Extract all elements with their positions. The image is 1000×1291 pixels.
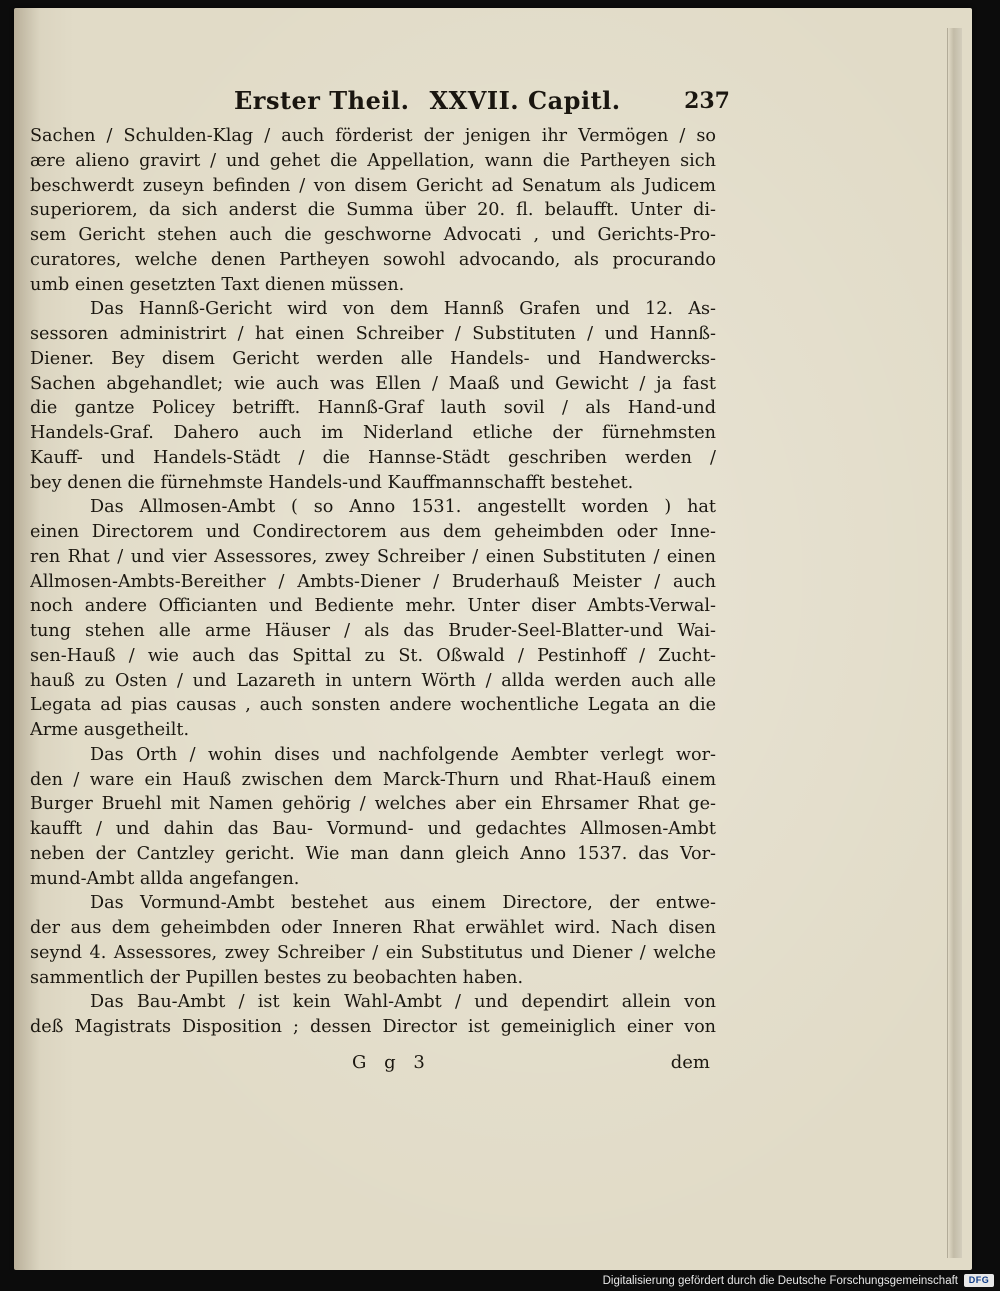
text-line: seynd 4. Assessores, zwey Schreiber / ein Substitutus und Diener / welche — [30, 942, 716, 963]
page-edge — [947, 28, 962, 1258]
body-text — [30, 124, 716, 1040]
text-line: sessoren administrirt / hat einen Schreiber / Substituten / und Hannß- — [30, 324, 716, 344]
text-line: Arme ausgetheilt. — [30, 720, 190, 740]
page-footer-line — [30, 1050, 716, 1076]
text-line: Handels-Graf. Dahero auch im Niderland etliche der fürnehmsten — [30, 423, 716, 443]
viewer-footer — [0, 1270, 1000, 1291]
text-line: sen-Hauß / wie auch das Spittal zu St. Oßwald / Pestinhoff / Zucht- — [30, 645, 716, 666]
catchword: dem — [670, 1052, 710, 1073]
funding-credit: Digitalisierung gefördert durch die Deutsche Forschungsgemeinschaft — [602, 1275, 958, 1287]
text-line: Sachen / Schulden-Klag / auch förderist der jenigen ihr Vermögen / so — [30, 126, 716, 146]
text-line: ære alieno gravirt / und gehet die Appellation, wann die Partheyen sich — [30, 150, 716, 171]
text-line: kaufft / und dahin das Bau- Vormund- und gedachtes Allmosen-Ambt — [30, 819, 716, 839]
text-line: Allmosen-Ambts-Bereither / Ambts-Diener / Bruderhauß Meister / auch — [30, 571, 716, 592]
text-line: beschwerdt zuseyn befinden / von disem Gericht ad Senatum als Judicem — [30, 175, 716, 196]
text-line: Das Bau-Ambt / ist kein Wahl-Ambt / und dependirt allein von — [90, 992, 716, 1013]
text-line: neben der Cantzley gericht. Wie man dann gleich Anno 1537. das Vor- — [30, 843, 716, 864]
text-line: Legata ad pias causas , auch sonsten andere wochentliche Legata an die — [30, 695, 716, 716]
text-line: sem Gericht stehen auch die geschworne Advocati , und Gerichts-Pro- — [30, 225, 716, 245]
text-line: superiorem, da sich anderst die Summa über 20. fl. belaufft. Unter di- — [30, 200, 716, 221]
text-line: einen Directorem und Condirectorem aus dem geheimbden oder Inne- — [30, 522, 716, 542]
text-line: Burger Bruehl mit Namen gehörig / welches aber ein Ehrsamer Rhat ge- — [30, 794, 716, 815]
text-line: curatores, welche denen Partheyen sowohl advocando, als procurando — [30, 249, 716, 270]
text-line: Sachen abgehandlet; wie auch was Ellen / Maaß und Gewicht / ja fast — [30, 373, 716, 394]
text-line: mund-Ambt allda angefangen. — [30, 868, 300, 889]
text-line: bey denen die fürnehmste Handels-und Kauffmannschafft bestehet. — [30, 472, 634, 493]
text-line: tung stehen alle arme Häuser / als das Bruder-Seel-Blatter-und Wai- — [30, 621, 716, 641]
signature-mark: G g 3 — [352, 1052, 431, 1073]
text-line: Diener. Bey disem Gericht werden alle Handels- und Handwercks- — [30, 348, 716, 369]
running-header — [200, 84, 730, 124]
text-line: der aus dem geheimbden oder Inneren Rhat erwählet wird. Nach disen — [30, 918, 716, 938]
text-line: Das Hannß-Gericht wird von dem Hannß Grafen und 12. As- — [90, 299, 716, 320]
chapter-title: XXVII. Capitl. — [429, 86, 621, 115]
text-line: hauß zu Osten / und Lazareth in untern Wörth / allda werden auch alle — [30, 670, 716, 691]
text-line: noch andere Officianten und Bediente mehr. Unter diser Ambts-Verwal- — [30, 596, 716, 617]
text-line: umb einen gesetzten Taxt dienen müssen. — [30, 274, 405, 295]
text-line: Das Allmosen-Ambt ( so Anno 1531. angestellt worden ) hat — [90, 497, 716, 518]
text-line: Das Vormund-Ambt bestehet aus einem Directore, der entwe- — [90, 893, 716, 914]
text-line: den / ware ein Hauß zwischen dem Marck-Thurn und Rhat-Hauß einem — [30, 769, 716, 790]
text-line: die gantze Policey betrifft. Hannß-Graf lauth sovil / als Hand-und — [30, 398, 716, 419]
page-number: 237 — [684, 88, 730, 114]
dfg-logo: DFG — [964, 1274, 994, 1287]
text-line: sammentlich der Pupillen bestes zu beobachten haben. — [30, 967, 524, 988]
text-line: deß Magistrats Disposition ; dessen Director ist gemeiniglich einer von — [30, 1017, 716, 1037]
running-title — [234, 86, 621, 115]
text-line: Kauff- und Handels-Städt / die Hannse-Städt geschriben werden / — [30, 447, 716, 468]
part-title: Erster Theil. — [234, 86, 410, 115]
text-line: Das Orth / wohin dises und nachfolgende Aembter verlegt wor- — [90, 744, 716, 765]
text-line: ren Rhat / und vier Assessores, zwey Schreiber / einen Substituten / einen — [30, 546, 716, 567]
